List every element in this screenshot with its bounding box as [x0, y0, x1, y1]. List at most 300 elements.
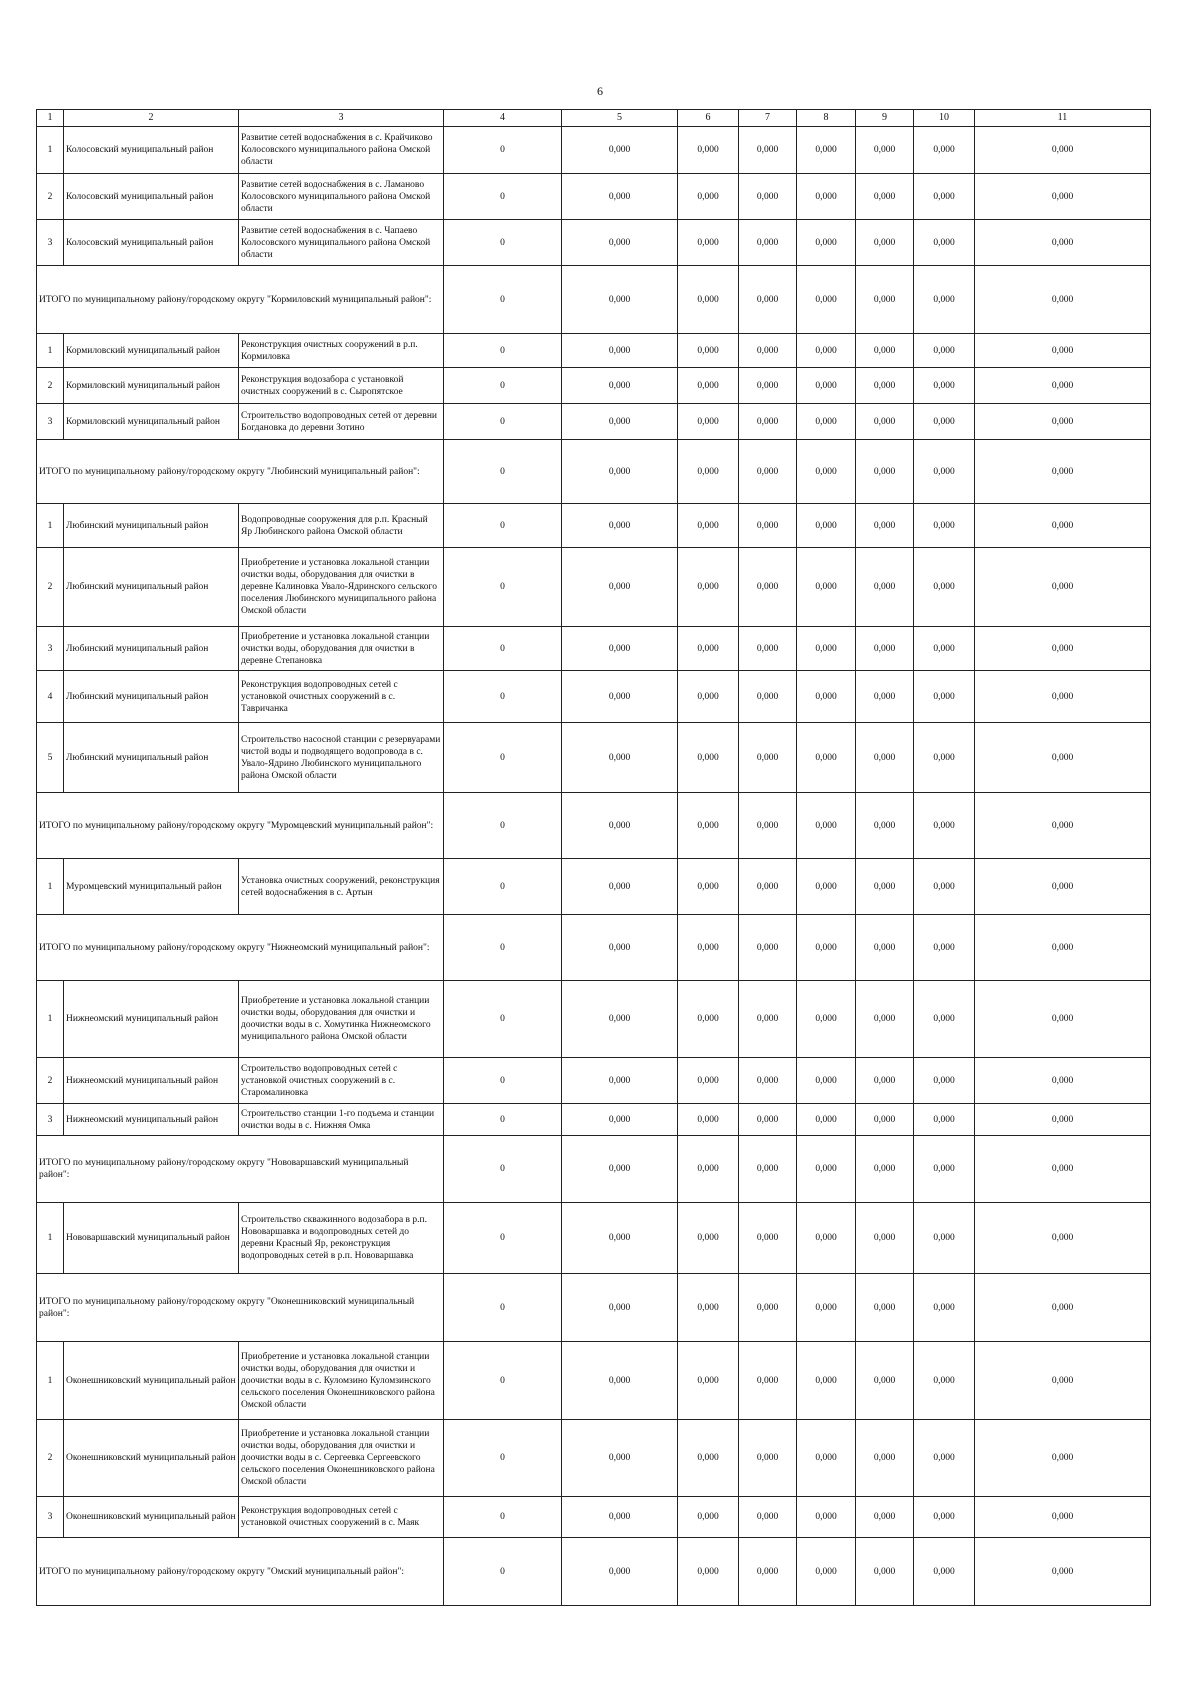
district-cell: Нововаршавский муниципальный район	[64, 1203, 239, 1274]
value-cell: 0	[444, 1274, 562, 1342]
value-cell: 0,000	[856, 504, 914, 548]
project-cell: Строительство водопроводных сетей от деревни Богдановка до деревни Зотино	[239, 404, 444, 440]
total-label: ИТОГО по муниципальному району/городскому округу "Муромцевский муниципальный район":	[37, 793, 444, 859]
value-cell: 0,000	[562, 793, 678, 859]
value-cell: 0,000	[914, 1274, 975, 1342]
value-cell: 0,000	[739, 548, 797, 627]
value-cell: 0	[444, 440, 562, 504]
column-number-cell: 6	[678, 110, 739, 127]
value-cell: 0,000	[856, 404, 914, 440]
value-cell: 0,000	[914, 1538, 975, 1606]
value-cell: 0,000	[678, 404, 739, 440]
row-number-cell: 1	[37, 859, 64, 915]
project-cell: Приобретение и установка локальной станции очистки воды, оборудования для очистки и доочистки воды в с. Хомутинка Нижнеомского муниципального района Омской области	[239, 981, 444, 1058]
value-cell: 0,000	[856, 1420, 914, 1497]
value-cell: 0,000	[914, 174, 975, 220]
district-cell: Любинский муниципальный район	[64, 627, 239, 671]
value-cell: 0,000	[797, 723, 856, 793]
value-cell: 0,000	[975, 671, 1151, 723]
value-cell: 0,000	[739, 174, 797, 220]
value-cell: 0,000	[739, 1342, 797, 1420]
row-number-cell: 3	[37, 220, 64, 266]
value-cell: 0,000	[739, 793, 797, 859]
column-number-cell: 2	[64, 110, 239, 127]
value-cell: 0,000	[975, 334, 1151, 368]
value-cell: 0,000	[739, 627, 797, 671]
value-cell: 0,000	[975, 1538, 1151, 1606]
value-cell: 0	[444, 504, 562, 548]
value-cell: 0,000	[914, 1420, 975, 1497]
value-cell: 0	[444, 220, 562, 266]
value-cell: 0	[444, 915, 562, 981]
value-cell: 0,000	[739, 1420, 797, 1497]
value-cell: 0,000	[797, 266, 856, 334]
value-cell: 0,000	[856, 1058, 914, 1104]
project-cell: Строительство водопроводных сетей с установкой очистных сооружений в с. Старомалиновка	[239, 1058, 444, 1104]
value-cell: 0,000	[678, 334, 739, 368]
value-cell: 0,000	[856, 627, 914, 671]
value-cell: 0,000	[678, 127, 739, 174]
value-cell: 0,000	[914, 1203, 975, 1274]
value-cell: 0,000	[856, 723, 914, 793]
value-cell: 0	[444, 859, 562, 915]
value-cell: 0,000	[797, 627, 856, 671]
table-row	[37, 627, 1151, 671]
value-cell: 0,000	[797, 334, 856, 368]
value-cell: 0,000	[856, 915, 914, 981]
value-cell: 0,000	[678, 1136, 739, 1203]
district-total-row	[37, 266, 1151, 334]
value-cell: 0,000	[914, 793, 975, 859]
value-cell: 0,000	[914, 915, 975, 981]
value-cell: 0,000	[739, 1497, 797, 1538]
value-cell: 0	[444, 266, 562, 334]
district-total-row	[37, 1136, 1151, 1203]
value-cell: 0,000	[797, 1136, 856, 1203]
column-number-cell: 3	[239, 110, 444, 127]
value-cell: 0,000	[975, 915, 1151, 981]
table-row	[37, 859, 1151, 915]
value-cell: 0,000	[562, 1420, 678, 1497]
value-cell: 0,000	[975, 127, 1151, 174]
row-number-cell: 3	[37, 404, 64, 440]
value-cell: 0	[444, 793, 562, 859]
value-cell: 0,000	[678, 174, 739, 220]
value-cell: 0,000	[856, 266, 914, 334]
value-cell: 0,000	[562, 1538, 678, 1606]
district-cell: Кормиловский муниципальный район	[64, 404, 239, 440]
column-number-cell: 9	[856, 110, 914, 127]
column-number-cell: 10	[914, 110, 975, 127]
value-cell: 0,000	[562, 504, 678, 548]
district-cell: Нижнеомский муниципальный район	[64, 1058, 239, 1104]
project-cell: Реконструкция водопроводных сетей с установкой очистных сооружений в с. Тавричанка	[239, 671, 444, 723]
value-cell: 0,000	[739, 915, 797, 981]
value-cell: 0,000	[975, 1497, 1151, 1538]
value-cell: 0,000	[797, 1420, 856, 1497]
value-cell: 0,000	[678, 266, 739, 334]
value-cell: 0,000	[562, 1058, 678, 1104]
column-number-cell: 11	[975, 110, 1151, 127]
value-cell: 0,000	[797, 404, 856, 440]
value-cell: 0,000	[797, 1497, 856, 1538]
project-cell: Строительство скважинного водозабора в р.п. Нововаршавка и водопроводных сетей до деревни Красный Яр, реконструкция водопроводных сетей в р.п. Нововаршавка	[239, 1203, 444, 1274]
table-row	[37, 981, 1151, 1058]
value-cell: 0,000	[678, 440, 739, 504]
value-cell: 0,000	[739, 1203, 797, 1274]
value-cell: 0,000	[739, 1274, 797, 1342]
row-number-cell: 3	[37, 1104, 64, 1136]
table-row	[37, 1420, 1151, 1497]
table-row	[37, 220, 1151, 266]
value-cell: 0,000	[562, 1203, 678, 1274]
value-cell: 0,000	[678, 548, 739, 627]
project-cell: Развитие сетей водоснабжения в с. Чапаево Колосовского муниципального района Омской области	[239, 220, 444, 266]
value-cell: 0,000	[797, 915, 856, 981]
district-cell: Кормиловский муниципальный район	[64, 368, 239, 404]
district-cell: Нижнеомский муниципальный район	[64, 981, 239, 1058]
value-cell: 0,000	[739, 504, 797, 548]
row-number-cell: 1	[37, 334, 64, 368]
value-cell: 0,000	[739, 1538, 797, 1606]
row-number-cell: 3	[37, 627, 64, 671]
value-cell: 0,000	[975, 548, 1151, 627]
table-row	[37, 127, 1151, 174]
project-cell: Приобретение и установка локальной станции очистки воды, оборудования для очистки в деревне Калиновка Увало-Ядринского сельского поселения Любинского муниципального района Омской области	[239, 548, 444, 627]
value-cell: 0,000	[678, 1497, 739, 1538]
value-cell: 0,000	[975, 1136, 1151, 1203]
row-number-cell: 3	[37, 1497, 64, 1538]
value-cell: 0,000	[914, 627, 975, 671]
value-cell: 0	[444, 334, 562, 368]
value-cell: 0,000	[739, 334, 797, 368]
row-number-cell: 2	[37, 368, 64, 404]
value-cell: 0,000	[856, 548, 914, 627]
district-cell: Оконешниковский муниципальный район	[64, 1342, 239, 1420]
value-cell: 0,000	[856, 1342, 914, 1420]
value-cell: 0	[444, 1058, 562, 1104]
value-cell: 0,000	[797, 548, 856, 627]
row-number-cell: 1	[37, 127, 64, 174]
value-cell: 0,000	[856, 981, 914, 1058]
value-cell: 0,000	[562, 334, 678, 368]
value-cell: 0,000	[914, 127, 975, 174]
value-cell: 0,000	[797, 671, 856, 723]
value-cell: 0,000	[975, 627, 1151, 671]
value-cell: 0,000	[562, 1497, 678, 1538]
value-cell: 0,000	[797, 440, 856, 504]
value-cell: 0,000	[562, 915, 678, 981]
table-row	[37, 1497, 1151, 1538]
value-cell: 0	[444, 1538, 562, 1606]
value-cell: 0,000	[678, 220, 739, 266]
value-cell: 0	[444, 368, 562, 404]
value-cell: 0,000	[914, 220, 975, 266]
value-cell: 0,000	[797, 1274, 856, 1342]
value-cell: 0,000	[678, 671, 739, 723]
table-row	[37, 1203, 1151, 1274]
table-row	[37, 723, 1151, 793]
value-cell: 0,000	[856, 1274, 914, 1342]
district-total-row	[37, 1274, 1151, 1342]
value-cell: 0,000	[797, 1538, 856, 1606]
value-cell: 0,000	[975, 1203, 1151, 1274]
value-cell: 0	[444, 404, 562, 440]
value-cell: 0,000	[797, 793, 856, 859]
column-number-cell: 5	[562, 110, 678, 127]
value-cell: 0,000	[797, 1203, 856, 1274]
value-cell: 0,000	[856, 1136, 914, 1203]
value-cell: 0,000	[562, 548, 678, 627]
project-cell: Приобретение и установка локальной станции очистки воды, оборудования для очистки в деревне Степановка	[239, 627, 444, 671]
value-cell: 0,000	[678, 1420, 739, 1497]
value-cell: 0,000	[975, 220, 1151, 266]
value-cell: 0,000	[975, 404, 1151, 440]
value-cell: 0,000	[739, 859, 797, 915]
table-row	[37, 174, 1151, 220]
value-cell: 0,000	[975, 1104, 1151, 1136]
value-cell: 0,000	[975, 859, 1151, 915]
value-cell: 0,000	[739, 266, 797, 334]
row-number-cell: 1	[37, 1203, 64, 1274]
page-number: 6	[597, 84, 603, 98]
value-cell: 0,000	[975, 1420, 1151, 1497]
value-cell: 0,000	[856, 793, 914, 859]
value-cell: 0,000	[797, 1058, 856, 1104]
value-cell: 0,000	[914, 440, 975, 504]
value-cell: 0,000	[562, 404, 678, 440]
value-cell: 0,000	[739, 220, 797, 266]
value-cell: 0,000	[739, 671, 797, 723]
value-cell: 0,000	[562, 1104, 678, 1136]
district-cell: Любинский муниципальный район	[64, 548, 239, 627]
value-cell: 0,000	[797, 368, 856, 404]
value-cell: 0,000	[914, 671, 975, 723]
project-cell: Реконструкция очистных сооружений в р.п. Кормиловка	[239, 334, 444, 368]
value-cell: 0	[444, 671, 562, 723]
value-cell: 0,000	[914, 1497, 975, 1538]
value-cell: 0,000	[562, 368, 678, 404]
row-number-cell: 2	[37, 1058, 64, 1104]
value-cell: 0,000	[914, 266, 975, 334]
value-cell: 0,000	[914, 981, 975, 1058]
district-cell: Колосовский муниципальный район	[64, 127, 239, 174]
table-row	[37, 671, 1151, 723]
district-total-row	[37, 915, 1151, 981]
total-label: ИТОГО по муниципальному району/городскому округу "Омский муниципальный район":	[37, 1538, 444, 1606]
value-cell: 0,000	[856, 1538, 914, 1606]
total-label: ИТОГО по муниципальному району/городскому округу "Нововаршавский муниципальный район":	[37, 1136, 444, 1203]
value-cell: 0,000	[797, 127, 856, 174]
total-label: ИТОГО по муниципальному району/городскому округу "Оконешниковский муниципальный район":	[37, 1274, 444, 1342]
value-cell: 0,000	[562, 627, 678, 671]
total-label: ИТОГО по муниципальному району/городскому округу "Кормиловский муниципальный район":	[37, 266, 444, 334]
value-cell: 0,000	[856, 174, 914, 220]
row-number-cell: 2	[37, 174, 64, 220]
value-cell: 0,000	[914, 1104, 975, 1136]
column-number-cell: 1	[37, 110, 64, 127]
value-cell: 0,000	[739, 404, 797, 440]
district-cell: Оконешниковский муниципальный район	[64, 1497, 239, 1538]
district-cell: Любинский муниципальный район	[64, 723, 239, 793]
district-cell: Любинский муниципальный район	[64, 671, 239, 723]
value-cell: 0,000	[739, 1104, 797, 1136]
district-total-row	[37, 793, 1151, 859]
table-row	[37, 1058, 1151, 1104]
total-label: ИТОГО по муниципальному району/городскому округу "Любинский муниципальный район":	[37, 440, 444, 504]
table-row	[37, 1104, 1151, 1136]
value-cell: 0,000	[678, 1274, 739, 1342]
project-cell: Водопроводные сооружения для р.п. Красный Яр Любинского района Омской области	[239, 504, 444, 548]
value-cell: 0,000	[562, 1136, 678, 1203]
value-cell: 0,000	[975, 793, 1151, 859]
value-cell: 0,000	[797, 1104, 856, 1136]
value-cell: 0,000	[797, 174, 856, 220]
value-cell: 0,000	[562, 981, 678, 1058]
value-cell: 0,000	[914, 1136, 975, 1203]
value-cell: 0,000	[678, 1058, 739, 1104]
value-cell: 0,000	[856, 671, 914, 723]
total-label: ИТОГО по муниципальному району/городскому округу "Нижнеомский муниципальный район":	[37, 915, 444, 981]
row-number-cell: 4	[37, 671, 64, 723]
row-number-cell: 1	[37, 1342, 64, 1420]
table-row	[37, 334, 1151, 368]
project-cell: Развитие сетей водоснабжения в с. Ламаново Колосовского муниципального района Омской области	[239, 174, 444, 220]
value-cell: 0,000	[739, 127, 797, 174]
value-cell: 0	[444, 627, 562, 671]
value-cell: 0,000	[975, 1058, 1151, 1104]
value-cell: 0,000	[975, 981, 1151, 1058]
column-number-cell: 8	[797, 110, 856, 127]
value-cell: 0	[444, 1136, 562, 1203]
value-cell: 0,000	[562, 723, 678, 793]
value-cell: 0	[444, 1420, 562, 1497]
value-cell: 0,000	[562, 127, 678, 174]
value-cell: 0	[444, 127, 562, 174]
project-cell: Строительство насосной станции с резервуарами чистой воды и подводящего водопровода в с. Увало-Ядрино Любинского муниципального района Омской области	[239, 723, 444, 793]
value-cell: 0,000	[562, 174, 678, 220]
value-cell: 0,000	[739, 723, 797, 793]
value-cell: 0	[444, 981, 562, 1058]
value-cell: 0	[444, 548, 562, 627]
value-cell: 0,000	[739, 1136, 797, 1203]
value-cell: 0,000	[975, 723, 1151, 793]
project-cell: Установка очистных сооружений, реконструкция сетей водоснабжения в с. Артын	[239, 859, 444, 915]
value-cell: 0,000	[739, 981, 797, 1058]
value-cell: 0,000	[678, 1342, 739, 1420]
row-number-cell: 2	[37, 548, 64, 627]
project-cell: Развитие сетей водоснабжения в с. Крайчиково Колосовского муниципального района Омской области	[239, 127, 444, 174]
value-cell: 0,000	[975, 504, 1151, 548]
district-cell: Муромцевский муниципальный район	[64, 859, 239, 915]
value-cell: 0	[444, 1203, 562, 1274]
value-cell: 0,000	[678, 368, 739, 404]
project-cell: Реконструкция водозабора с установкой очистных сооружений в с. Сыропятское	[239, 368, 444, 404]
value-cell: 0,000	[856, 127, 914, 174]
value-cell: 0,000	[678, 1203, 739, 1274]
value-cell: 0,000	[562, 266, 678, 334]
column-number-cell: 4	[444, 110, 562, 127]
district-cell: Кормиловский муниципальный район	[64, 334, 239, 368]
value-cell: 0,000	[914, 334, 975, 368]
project-cell: Строительство станции 1-го подъема и станции очистки воды в с. Нижняя Омка	[239, 1104, 444, 1136]
value-cell: 0,000	[797, 1342, 856, 1420]
value-cell: 0,000	[975, 440, 1151, 504]
table-row	[37, 548, 1151, 627]
column-number-row	[37, 110, 1151, 127]
value-cell: 0,000	[678, 1538, 739, 1606]
value-cell: 0,000	[739, 440, 797, 504]
value-cell: 0,000	[856, 1497, 914, 1538]
value-cell: 0,000	[975, 1274, 1151, 1342]
value-cell: 0,000	[914, 1058, 975, 1104]
value-cell: 0,000	[856, 1203, 914, 1274]
value-cell: 0,000	[856, 334, 914, 368]
value-cell: 0,000	[562, 440, 678, 504]
value-cell: 0	[444, 1497, 562, 1538]
district-cell: Нижнеомский муниципальный район	[64, 1104, 239, 1136]
value-cell: 0,000	[975, 1342, 1151, 1420]
table-row	[37, 1342, 1151, 1420]
value-cell: 0,000	[975, 174, 1151, 220]
value-cell: 0,000	[856, 220, 914, 266]
value-cell: 0,000	[797, 220, 856, 266]
value-cell: 0,000	[739, 1058, 797, 1104]
value-cell: 0,000	[914, 723, 975, 793]
value-cell: 0,000	[914, 1342, 975, 1420]
project-cell: Приобретение и установка локальной станции очистки воды, оборудования для очистки и доочистки воды в с. Сергеевка Сергеевского сельского поселения Оконешниковского района Омской области	[239, 1420, 444, 1497]
value-cell: 0,000	[562, 1274, 678, 1342]
value-cell: 0,000	[856, 368, 914, 404]
value-cell: 0,000	[856, 859, 914, 915]
value-cell: 0,000	[914, 859, 975, 915]
district-cell: Колосовский муниципальный район	[64, 220, 239, 266]
value-cell: 0,000	[914, 368, 975, 404]
value-cell: 0,000	[678, 915, 739, 981]
row-number-cell: 2	[37, 1420, 64, 1497]
value-cell: 0,000	[797, 504, 856, 548]
value-cell: 0,000	[562, 859, 678, 915]
table-row	[37, 404, 1151, 440]
value-cell: 0,000	[797, 859, 856, 915]
project-cell: Реконструкция водопроводных сетей с установкой очистных сооружений в с. Маяк	[239, 1497, 444, 1538]
table-row	[37, 504, 1151, 548]
value-cell: 0	[444, 723, 562, 793]
value-cell: 0,000	[678, 627, 739, 671]
value-cell: 0,000	[678, 793, 739, 859]
value-cell: 0,000	[562, 220, 678, 266]
value-cell: 0,000	[678, 1104, 739, 1136]
value-cell: 0,000	[797, 981, 856, 1058]
value-cell: 0,000	[678, 981, 739, 1058]
value-cell: 0,000	[975, 266, 1151, 334]
value-cell: 0	[444, 1342, 562, 1420]
value-cell: 0,000	[562, 1342, 678, 1420]
value-cell: 0,000	[914, 504, 975, 548]
district-cell: Оконешниковский муниципальный район	[64, 1420, 239, 1497]
value-cell: 0	[444, 174, 562, 220]
value-cell: 0,000	[856, 1104, 914, 1136]
district-total-row	[37, 1538, 1151, 1606]
district-total-row	[37, 440, 1151, 504]
project-cell: Приобретение и установка локальной станции очистки воды, оборудования для очистки и доочистки воды в с. Куломзино Куломзинского сельского поселения Оконешниковского района Омской области	[239, 1342, 444, 1420]
report-table	[36, 109, 1151, 1606]
district-cell: Колосовский муниципальный район	[64, 174, 239, 220]
value-cell: 0,000	[678, 859, 739, 915]
table-row	[37, 368, 1151, 404]
column-number-cell: 7	[739, 110, 797, 127]
row-number-cell: 1	[37, 981, 64, 1058]
